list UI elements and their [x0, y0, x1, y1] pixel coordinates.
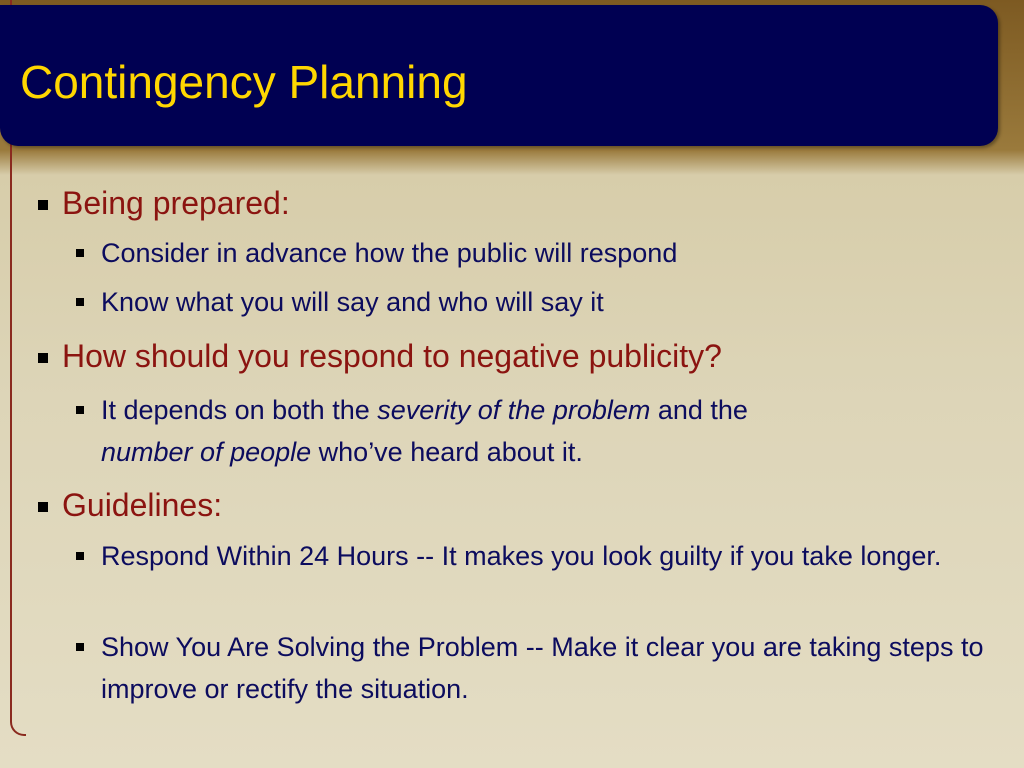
- text-segment: who’ve heard about it.: [311, 437, 583, 467]
- bullet-know-what-to-say: [76, 281, 996, 323]
- bullet-it-depends: [76, 389, 996, 473]
- bullet-text: Being prepared:: [62, 185, 290, 221]
- bullet-negative-publicity: [38, 336, 722, 376]
- bullet-text: Show You Are Solving the Problem -- Make it clear you are taking steps to improve or rectify the situation.: [101, 632, 984, 704]
- bullet-text: [76, 389, 996, 473]
- square-bullet-icon: [76, 298, 84, 306]
- emphasis-number-of-people: number of people: [101, 437, 312, 467]
- bullet-being-prepared: [38, 183, 290, 223]
- square-bullet-icon: [38, 502, 48, 512]
- bullet-show-solving: [76, 626, 996, 710]
- text-segment: It depends on both the: [101, 395, 378, 425]
- text-segment: and the: [650, 395, 748, 425]
- square-bullet-icon: [38, 353, 48, 363]
- bullet-text: Consider in advance how the public will respond: [101, 238, 678, 268]
- emphasis-severity: severity of the problem: [377, 395, 651, 425]
- square-bullet-icon: [76, 406, 84, 414]
- bullet-respond-within-24: [76, 535, 996, 577]
- bullet-text: Know what you will say and who will say it: [101, 287, 604, 317]
- bullet-guidelines: [38, 485, 222, 525]
- bullet-text: How should you respond to negative publicity?: [62, 338, 722, 374]
- square-bullet-icon: [76, 552, 84, 560]
- square-bullet-icon: [76, 643, 84, 651]
- bullet-text: Guidelines:: [62, 487, 223, 523]
- bullet-consider-in-advance: [76, 232, 996, 274]
- slide-title: Contingency Planning: [20, 56, 468, 108]
- bullet-text: Respond Within 24 Hours -- It makes you look guilty if you take longer.: [101, 541, 942, 571]
- square-bullet-icon: [76, 249, 84, 257]
- square-bullet-icon: [38, 200, 48, 210]
